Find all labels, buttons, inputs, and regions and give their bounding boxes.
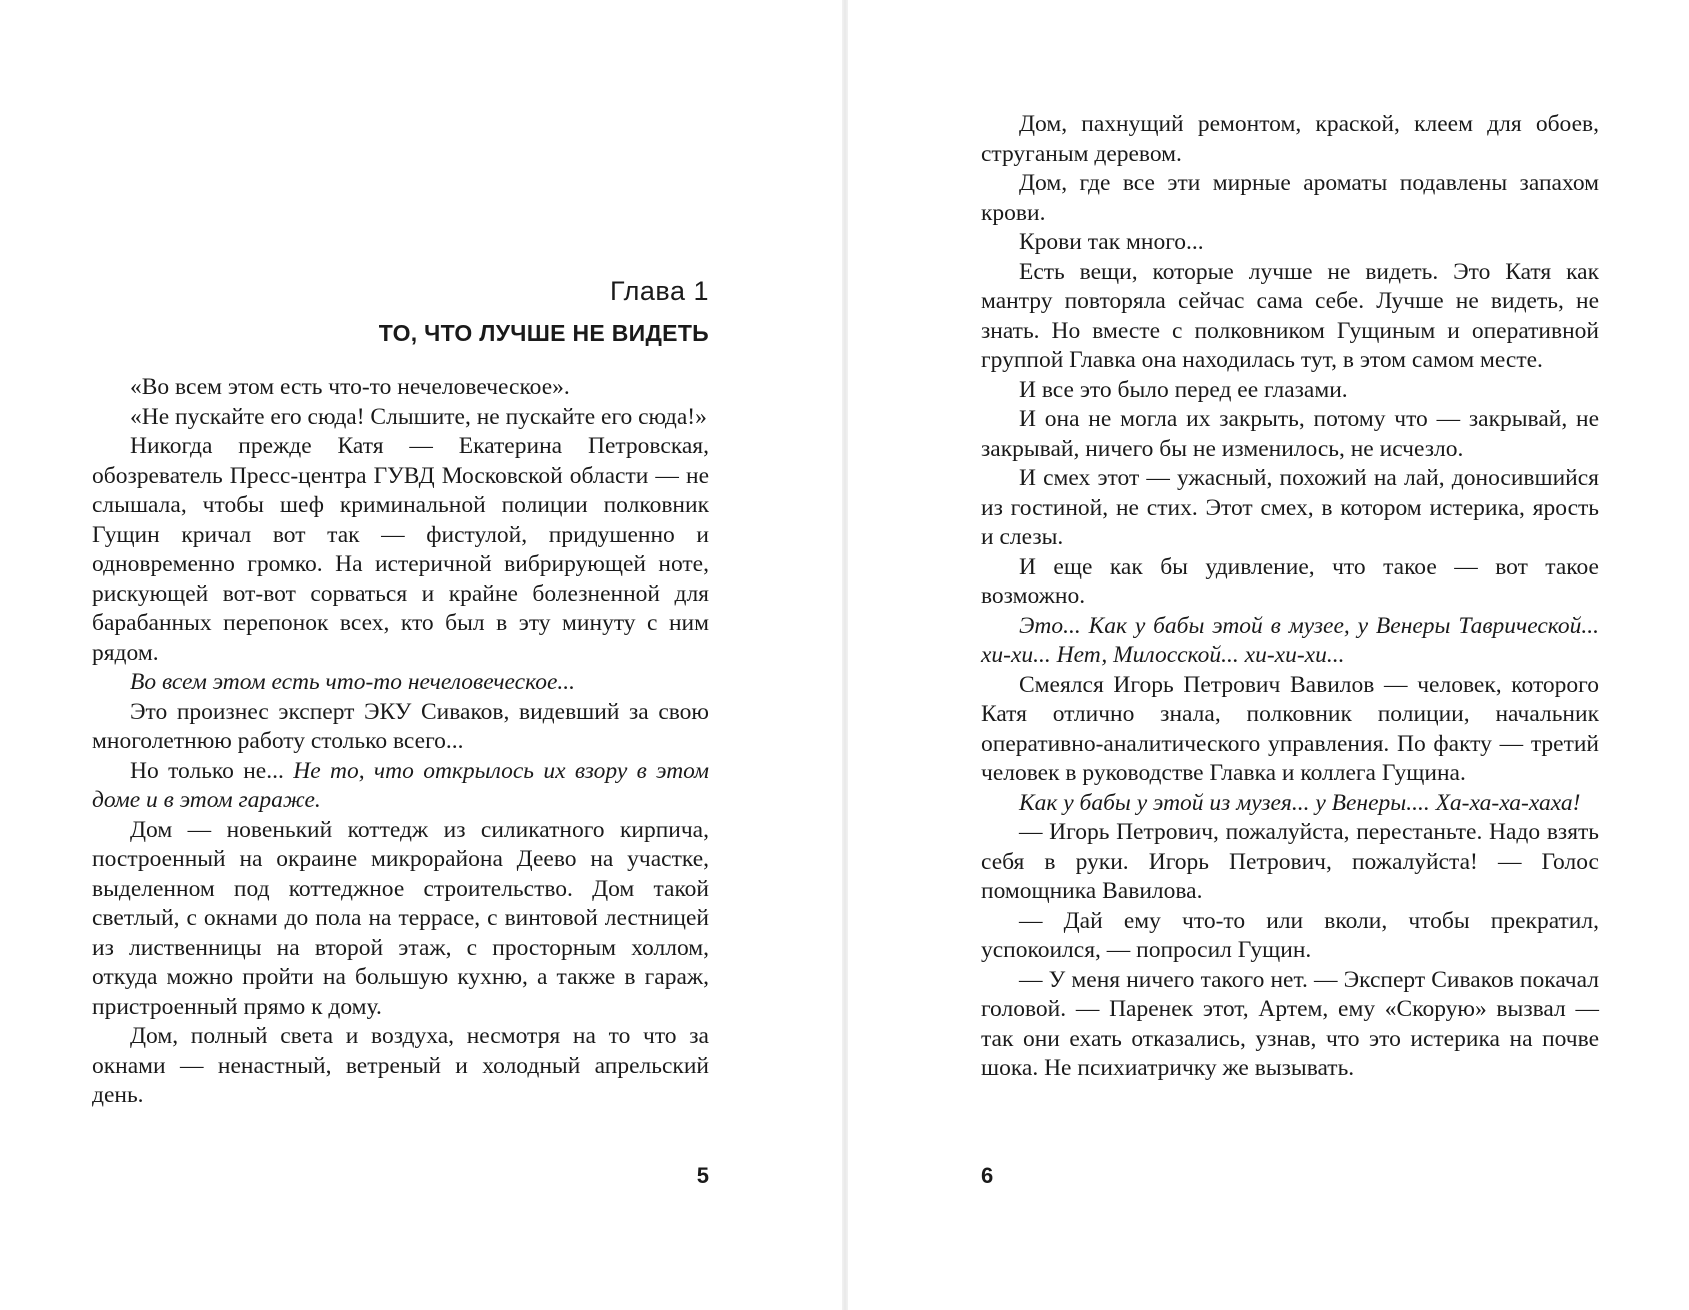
page-number: 6 (981, 1163, 994, 1188)
paragraph: Дом, где все эти мирные ароматы подавлены запахом крови. (981, 170, 1599, 226)
paragraph (92, 757, 709, 816)
paragraph: Смеялся Игорь Петрович Вавилов — человек, которого Катя отлично знала, полковник полиции, начальник оперативно-аналитического управления. По факту — третий человек в руководстве Главка и коллега Гущина. (981, 671, 1599, 786)
italic-quote: Как у бабы у этой из музея... у Венеры.... Ха-ха-ха-хаха! (1019, 789, 1581, 816)
paragraph: — Игорь Петрович, пожалуйста, перестаньте. Надо взять себя в руки. Игорь Петрович, пожалуйста! — Голос помощника Вавилова. (981, 819, 1599, 904)
paragraph: — У меня ничего такого нет. — Эксперт Сиваков покачал головой. — Паренек этот, Артем, ему «Скорую» вызвал — так они ехать отказались, узнав, что это истерика на почве шока. Не психиатричку же вызывать. (981, 966, 1599, 1081)
paragraph: Крови так много... (1019, 229, 1204, 255)
paragraph: Дом, полный света и воздуха, несмотря на то что за окнами — ненастный, ветреный и холодный апрельский день. (92, 1023, 709, 1108)
right-page-text (981, 110, 1599, 1084)
paragraph: Никогда прежде Катя — Екатерина Петровская, обозреватель Пресс-центра ГУВД Московской области — не слышала, чтобы шеф криминальной полиции полковник Гущин кричал вот так — фистулой, придушенно и одновременно громко. На истеричной вибрирующей ноте, рискующей вот-вот сорваться и крайне болезненной для барабанных перепонок всех, кто был в эту минуту с ним рядом. (92, 433, 709, 666)
right-page (981, 0, 1599, 1310)
paragraph: И еще как бы удивление, что такое — вот такое возможно. (981, 553, 1599, 609)
paragraph: — Дай ему что-то или вколи, чтобы прекратил, успокоился, — попросил Гущин. (981, 907, 1599, 963)
chapter-title: ТО, ЧТО ЛУЧШЕ НЕ ВИДЕТЬ (378, 320, 709, 346)
paragraph: И она не могла их закрыть, потому что — закрывай, не закрывай, ничего бы не изменилось, не исчезло. (981, 406, 1599, 462)
book-gutter (842, 0, 848, 1310)
paragraph: И все это было перед ее глазами. (1019, 376, 1348, 403)
italic-quote: Это... Как у бабы этой в музее, у Венеры Таврической... хи-хи... Нет, Милосской... хи-хи-хи... (981, 612, 1599, 668)
left-page (92, 0, 709, 1310)
paragraph: И смех этот — ужасный, похожий на лай, доносившийся из гостиной, не стих. Этот смех, в котором истерика, ярость и слезы. (981, 465, 1599, 550)
paragraph (92, 668, 709, 698)
paragraph: «Во всем этом есть что-то нечеловеческое». (130, 374, 570, 400)
paragraph: «Не пускайте его сюда! Слышите, не пускайте его сюда!» (130, 403, 707, 430)
paragraph: Есть вещи, которые лучше не видеть. Это Катя как мантру повторяла сейчас сама себе. Лучше не видеть, не знать. Но вместе с полковником Гущиным и оперативной группой Главка она находилась тут, в этом самом месте. (981, 258, 1599, 373)
italic-phrase: Не то, что открылось их взору в этом доме и в этом гараже. (92, 757, 710, 813)
left-page-text (92, 373, 709, 1111)
italic-quote: Во всем этом есть что-то нечеловеческое... (130, 669, 576, 695)
page-number: 5 (696, 1163, 709, 1188)
paragraph: Дом — новенький коттедж из силикатного кирпича, построенный на окраине микрорайона Деево на участке, выделенном под коттеджное строительство. Дом такой светлый, с окнами до пола на террасе, с винтовой лестницей из лиственницы на второй этаж, с просторным холлом, откуда можно пройти на большую кухню, а также в гараж, пристроенный прямо к дому. (92, 816, 709, 1020)
paragraph: Это произнес эксперт ЭКУ Сиваков, видевший за свою многолетнюю работу столько всего... (92, 698, 709, 754)
chapter-label: Глава 1 (610, 276, 709, 306)
paragraph-lead: Но только не... (130, 757, 284, 784)
paragraph (981, 789, 1599, 819)
paragraph (981, 612, 1599, 671)
paragraph: Дом, пахнущий ремонтом, краской, клеем для обоев, струганым деревом. (981, 111, 1599, 167)
